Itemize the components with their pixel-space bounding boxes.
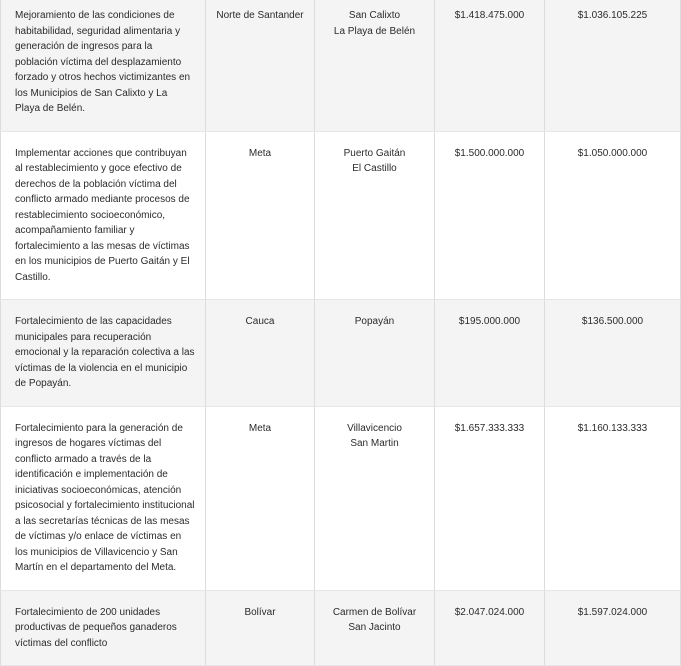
municipality: La Playa de Belén [333, 25, 416, 37]
total-value-cell [435, 300, 545, 407]
contribution-cell [545, 590, 681, 666]
department: Cauca [245, 316, 275, 327]
municipality: Puerto Gaitán [343, 147, 406, 159]
total-value-cell [435, 0, 545, 131]
municipalities-cell [315, 590, 435, 666]
municipality: San Jacinto [348, 622, 401, 633]
department-cell [206, 590, 315, 666]
municipalities-cell [315, 300, 435, 407]
total-value-cell [435, 131, 545, 300]
project-description-cell [1, 590, 206, 666]
municipality: San Calixto [348, 10, 401, 21]
municipalities-cell [315, 406, 435, 590]
contribution-cell [545, 300, 681, 407]
table-row [1, 300, 681, 407]
municipalities-cell [315, 0, 435, 131]
municipality: Popayán [354, 316, 395, 327]
project-description: Implementar acciones que contribuyan al restablecimiento y goce efectivo de derechos de la población víctima del conflicto armado mediante procesos de restablecimiento socioeconómico, acompañamiento familiar y fortalecimiento a las mesas de víctimas en los municipios de Puerto Gaitán y El Castillo. [15, 147, 190, 283]
municipality: Carmen de Bolívar [332, 606, 417, 618]
project-description: Fortalecimiento de las capacidades municipales para recuperación emocional y la reparación colectiva a las víctimas de la violencia en el municipio de Popayán. [15, 316, 195, 389]
municipality: Villavicencio [347, 422, 402, 434]
total-value: $195.000.000 [458, 316, 521, 327]
department-cell [206, 0, 315, 131]
department-cell [206, 131, 315, 300]
contribution-value: $1.597.024.000 [577, 606, 648, 618]
department: Meta [248, 422, 272, 434]
total-value-cell [435, 406, 545, 590]
department: Norte de Santander [216, 10, 304, 21]
contribution-value: $1.050.000.000 [577, 147, 648, 159]
total-value: $2.047.024.000 [454, 606, 525, 618]
project-description: Fortalecimiento para la generación de ingresos de hogares víctimas del conflicto armado a través de la identificación e implementación de iniciativas socioeconómicas, atención psicosocial y fortalecimiento institucional a las secretarías técnicas de las mesas de víctimas y/o enlace de víctimas en los municipios de Villavicencio y San Martín en el departamento del Meta. [15, 422, 195, 573]
municipality: San Martin [350, 438, 399, 449]
table-row [1, 131, 681, 300]
department: Meta [248, 147, 272, 159]
contribution-cell [545, 131, 681, 300]
municipality: El Castillo [352, 163, 397, 174]
contribution-cell [545, 0, 681, 131]
total-value: $1.418.475.000 [454, 10, 525, 21]
contribution-value: $1.036.105.225 [577, 10, 648, 21]
table-row [1, 0, 681, 131]
contribution-cell [545, 406, 681, 590]
table-row [1, 590, 681, 666]
contribution-value: $136.500.000 [581, 316, 644, 327]
contribution-value: $1.160.133.333 [577, 422, 648, 434]
department-cell [206, 300, 315, 407]
total-value: $1.500.000.000 [454, 147, 525, 159]
project-description: Fortalecimiento de 200 unidades productivas de pequeños ganaderos víctimas del conflicto [15, 606, 177, 649]
department-cell [206, 406, 315, 590]
project-description-cell [1, 0, 206, 131]
total-value: $1.657.333.333 [454, 422, 525, 434]
municipalities-cell [315, 131, 435, 300]
table-row [1, 406, 681, 590]
project-description-cell [1, 300, 206, 407]
project-description-cell [1, 131, 206, 300]
project-description-cell [1, 406, 206, 590]
project-description: Mejoramiento de las condiciones de habitabilidad, seguridad alimentaria y generación de ingresos para la población víctima del desplazamiento forzado y otros hechos victimizantes en los Municipios de San Calixto y La Playa de Belén. [15, 10, 191, 114]
department: Bolívar [244, 606, 276, 618]
total-value-cell [435, 590, 545, 666]
